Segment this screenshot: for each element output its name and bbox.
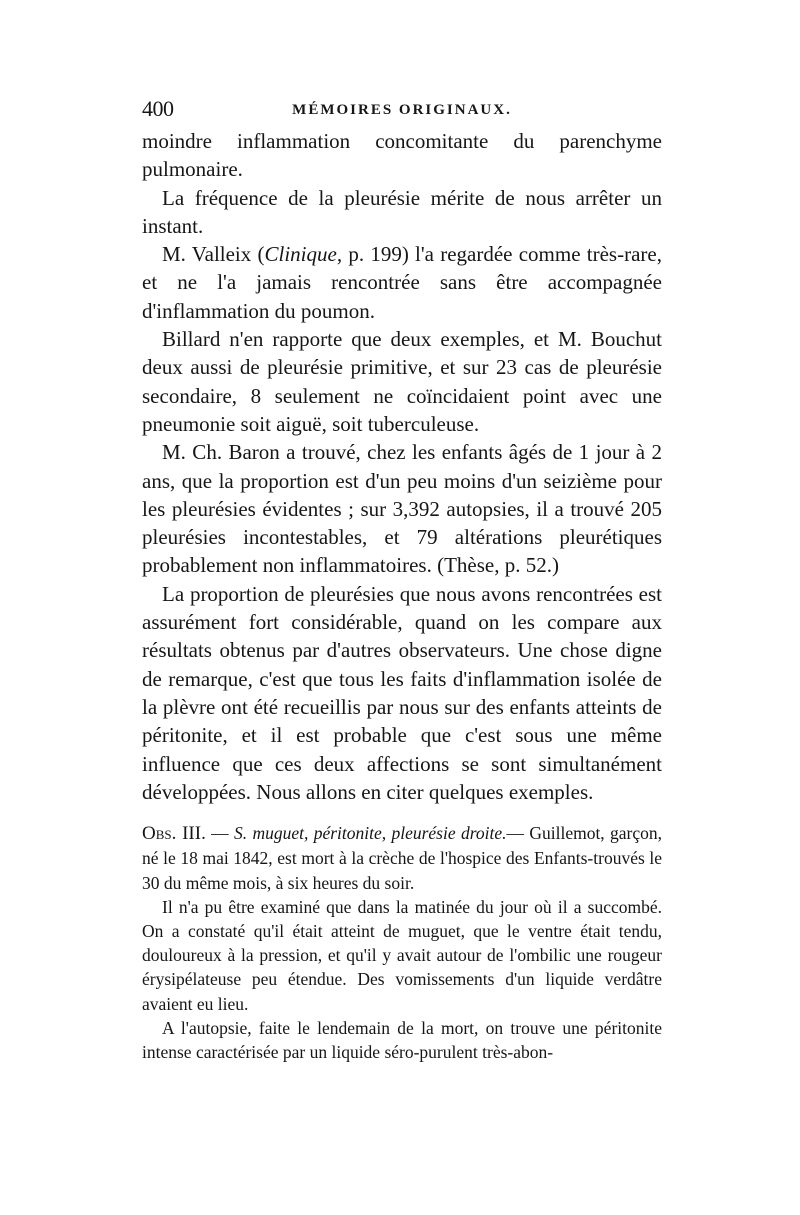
valleix-citation: Clinique, [264, 242, 343, 267]
paragraph-billard: Billard n'en rapporte que deux exemples, et M. Bouchut deux aussi de pleurésie primitive, et sur 23 cas de pleurésie secondaire, 8 seulement ne coïncidaient point avec une pneumonie soit aiguë, soit tuberculeuse. [142, 327, 662, 436]
main-text [142, 127, 662, 806]
book-page [142, 94, 662, 1064]
page-header [142, 94, 662, 124]
valleix-text-end: p. 199) l'a regardée comme très-rare, et ne l'a jamais rencontrée sans être accompagnée d'inflammation du poumon. [142, 242, 662, 323]
paragraph-proportion: La proportion de pleurésies que nous avons rencontrées est assurément fort considérable, quand on les compare aux résultats obtenus par d'autres observateurs. Une chose digne de remarque, c'est que tous les faits d'inflammation isolée de la plèvre ont été recueillis par nous sur des enfants atteints de péritonite, et il est probable que c'est sous une même influence que ces deux affections se sont simultanément développées. Nous allons en citer quelques exemples. [142, 581, 662, 804]
observation-label: Obs. III. [142, 823, 206, 845]
observation-paragraph: Il n'a pu être examiné que dans la matinée du jour où il a succombé. On a constaté qu'il était atteint de muguet, que le ventre était tendu, douloureux à la pression, et qu'il y avait autour de l'ombilic une rougeur érysipélateuse peu étendue. Des vomissements d'un liquide verdâtre avaient eu lieu. [142, 896, 662, 1014]
paragraph-continuation: moindre inflammation concomitante du parenchyme pulmonaire. [142, 129, 662, 182]
paragraph-frequency: La fréquence de la pleurésie mérite de nous arrêter un instant. [142, 185, 662, 238]
observation-block [142, 821, 662, 1064]
observation-paragraph: A l'autopsie, faite le lendemain de la mort, on trouve une péritonite intense caractérisée par un liquide séro-purulent très-abon- [142, 1017, 662, 1062]
paragraph-baron: M. Ch. Baron a trouvé, chez les enfants âgés de 1 jour à 2 ans, que la proportion est d'un peu moins d'un seizième pour les pleurésies évidentes ; sur 3,392 autopsies, il a trouvé 205 pleurésies incontestables, et 79 altérations pleurétiques probablement non inflammatoires. (Thèse, p. 52.) [142, 440, 662, 578]
running-title: MÉMOIRES ORIGINAUX. [292, 102, 512, 118]
observation-intro: — Guillemot, garçon, né le 18 mai 1842, est mort à la crèche de l'hospice des Enfants-trouvés le 30 du même mois, à six heures du soir. [142, 823, 663, 893]
observation-heading [142, 821, 662, 895]
paragraph-valleix [142, 240, 662, 325]
observation-dash: — [205, 823, 235, 844]
valleix-text-start: M. Valleix ( [162, 242, 265, 267]
observation-title: S. muguet, péritonite, pleurésie droite. [234, 823, 507, 844]
page-number: 400 [142, 96, 174, 121]
